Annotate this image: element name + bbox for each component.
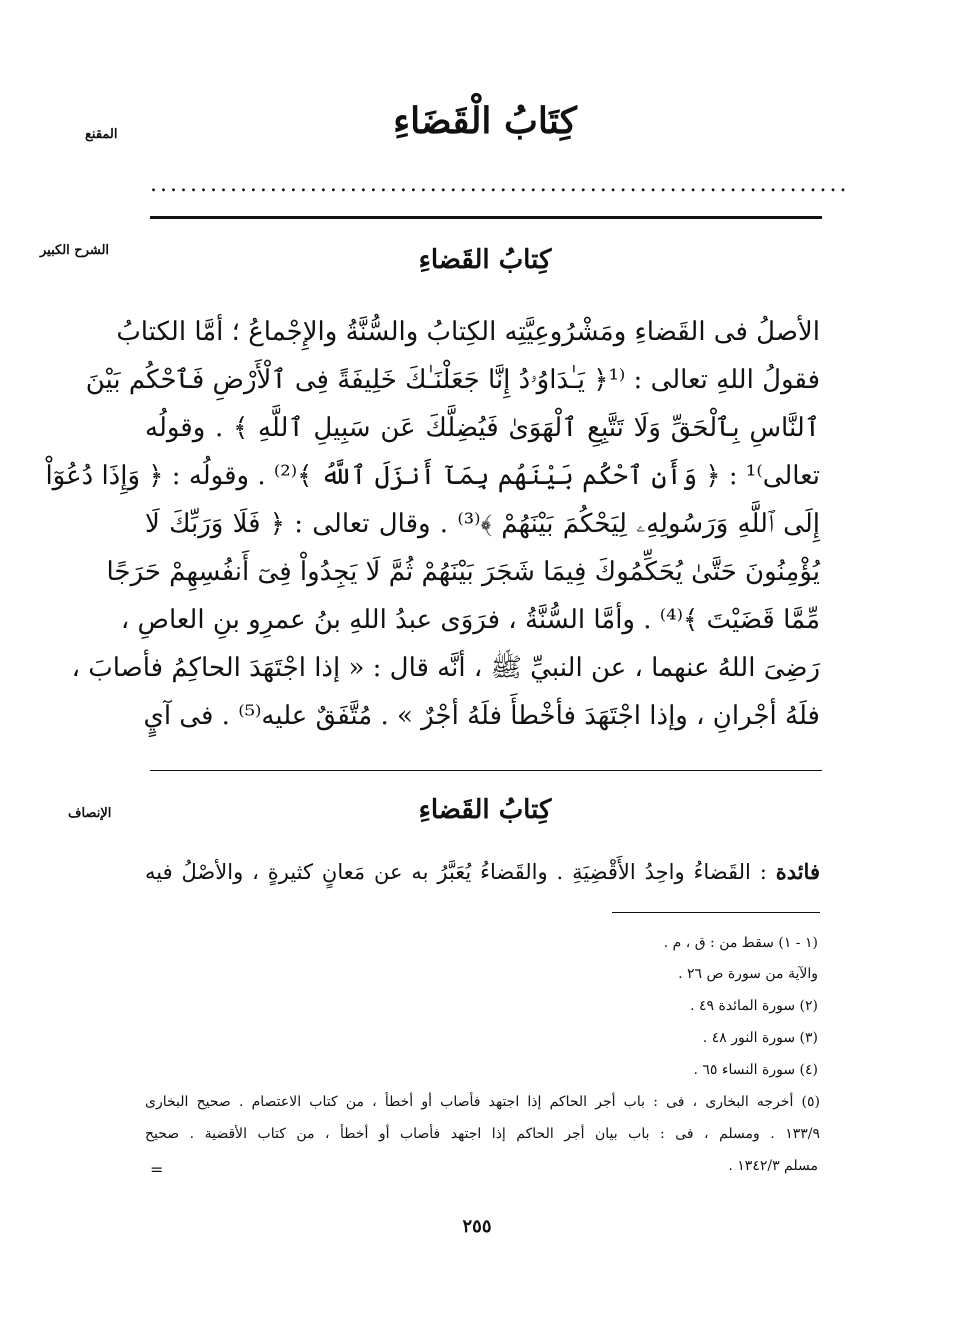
footnote-2: (٢) سورة المائدة ٤٩ . bbox=[690, 998, 818, 1014]
book-title-insaf: كِتابُ القَضاءِ bbox=[418, 795, 552, 825]
sharh-line-4: تعالى⁾¹ : ﴿ وَأَنِ ٱحْكُم بَيْنَهُم بِمَآ أَنزَلَ ٱللَّهُ ﴾⁽²⁾ . وقولُه : ﴿ وَإِذَا دُعُوٓاْ bbox=[45, 461, 820, 491]
continuation-mark: = bbox=[150, 1160, 164, 1179]
footnote-4: (٤) سورة النساء ٦٥ . bbox=[693, 1062, 818, 1078]
section-divider-thin bbox=[150, 770, 822, 771]
footnote-3: (٣) سورة النور ٤٨ . bbox=[702, 1030, 818, 1046]
margin-label-muqni: المقنع bbox=[85, 127, 118, 142]
margin-label-sharh: الشرح الكبير bbox=[40, 243, 110, 258]
footnote-5-end: مسلم ١٣٤٢/٣ . bbox=[728, 1158, 818, 1174]
insaf-line-1 bbox=[145, 848, 820, 896]
footnote-5: (٥) أخرجه البخارى ، فى : باب أجر الحاكم إذا اجتهد فأصاب أو أخطأ ، من كتاب الاعتصام . صحيح البخارى bbox=[145, 1094, 820, 1110]
faida-text: : القَضاءُ واحِدُ الأَقْضِيَةِ . والقَضاءُ يُعَبَّرُ به عن مَعانٍ كثيرةٍ ، والأصْلُ فيه bbox=[145, 860, 776, 884]
dotted-separator: ...................................................................... bbox=[150, 172, 850, 197]
sharh-line-7: مِّمَّا قَضَيْتَ ﴾⁽⁴⁾ . وأمَّا السُّنَّةُ ، فرَوَى عبدُ اللهِ بنُ عمرِو بنِ العاصِ ، bbox=[120, 605, 820, 635]
sharh-line-5: إِلَى ٱللَّهِ وَرَسُولِهِۦ لِيَحْكُمَ بَيْنَهُمْ ﴾⁽³⁾ . وقال تعالى : ﴿ فَلَا وَرَبِّكَ لَا bbox=[145, 509, 820, 539]
sharh-line-1: الأصلُ فى القَضاءِ ومَشْرُوعِيَّتِه الكِتابُ والسُّنَّةُ والإِجْماعُ ؛ أمَّا الكتابُ bbox=[116, 317, 820, 347]
page-number: ٢٥٥ bbox=[462, 1216, 492, 1237]
footnote-1-cont: والآية من سورة ص ٢٦ . bbox=[678, 966, 818, 982]
sharh-line-3: ٱلنَّاسِ بِٱلْحَقِّ وَلَا تَتَّبِعِ ٱلْهَوَىٰ فَيُضِلَّكَ عَن سَبِيلِ ٱللَّهِ ﴾ . وقولُه bbox=[145, 413, 820, 443]
section-divider-thick bbox=[150, 216, 822, 219]
sharh-line-8: رَضِىَ اللهُ عنهما ، عن النبيِّ ﷺ ، أنَّه قال : « إذا اجْتَهَدَ الحاكِمُ فأصابَ ، bbox=[71, 653, 820, 683]
sharh-line-9: فلَهُ أجْرانِ ، وإذا اجْتَهَدَ فأخْطأَ فلَهُ أجْرٌ » . مُتَّفَقٌ عليه⁽⁵⁾ . فى آيٍ bbox=[143, 701, 820, 731]
book-title-sharh: كِتابُ القَضاءِ bbox=[418, 245, 552, 275]
book-title-muqni: كِتَابُ الْقَضَاءِ bbox=[393, 100, 577, 142]
sharh-line-2: فقولُ اللهِ تعالى : ⁽¹﴿ يَـٰدَاوُۥدُ إِنَّا جَعَلْنَـٰكَ خَلِيفَةً فِى ٱلْأَرْضِ فَٱحْكُم بَيْنَ bbox=[85, 365, 820, 395]
footnote-rule bbox=[612, 912, 820, 913]
footnote-5-cont: ١٣٣/٩ . ومسلم ، فى : باب بيان أجر الحاكم إذا اجتهد فأصاب أو أخطأ ، من كتاب الأقضية . صحيح bbox=[145, 1126, 820, 1142]
faida-label: فائدة bbox=[775, 859, 820, 884]
margin-label-insaf: الإنصاف bbox=[68, 806, 112, 821]
footnote-1: (١ - ١) سقط من : ق ، م . bbox=[663, 935, 818, 951]
sharh-line-6: يُؤْمِنُونَ حَتَّىٰ يُحَكِّمُوكَ فِيمَا شَجَرَ بَيْنَهُمْ ثُمَّ لَا يَجِدُواْ فِىٓ أَنفُسِهِمْ حَرَجًا bbox=[106, 557, 820, 587]
